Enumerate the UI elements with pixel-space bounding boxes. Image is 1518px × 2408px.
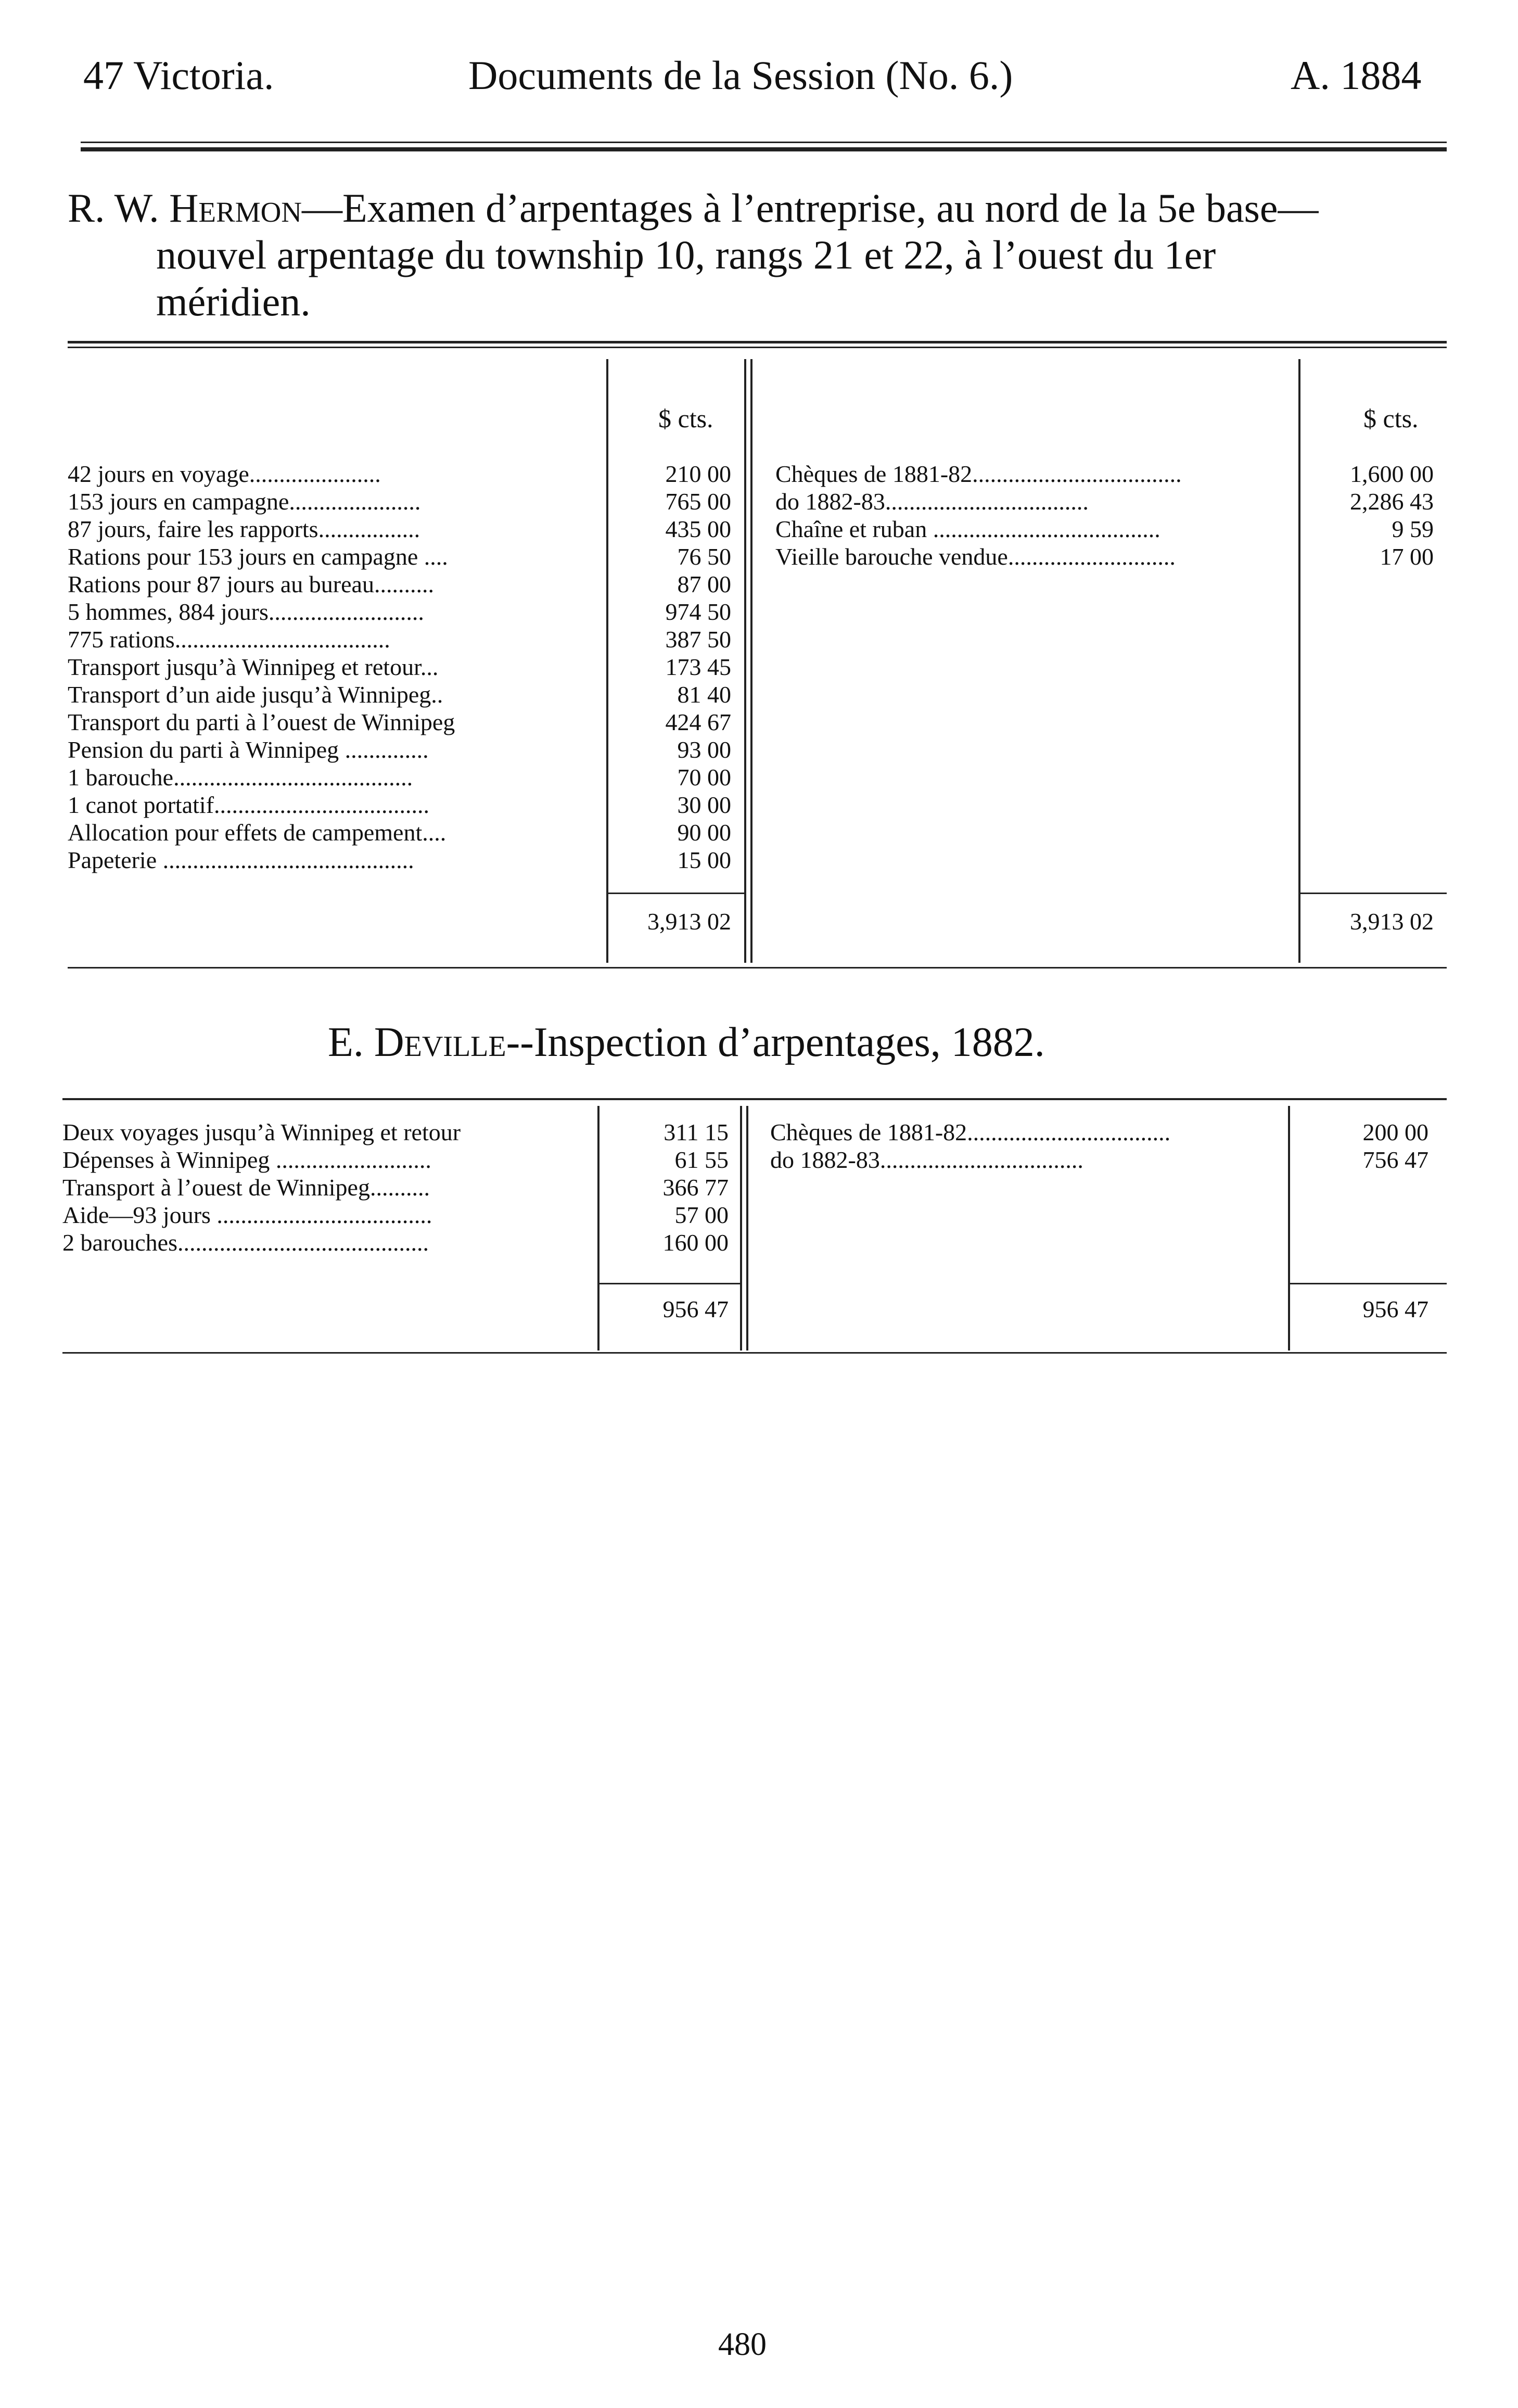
ledger-row-amount: 974 50 bbox=[665, 598, 731, 625]
ledger-row-label: 153 jours en campagne...................... bbox=[68, 488, 421, 515]
table2-vrule-b bbox=[740, 1106, 742, 1350]
table1-sum-rule-right bbox=[1298, 893, 1447, 894]
section2-left-total: 956 47 bbox=[662, 1296, 729, 1322]
ledger-row-amount: 200 00 bbox=[1362, 1119, 1428, 1145]
table1-vrule-d bbox=[1298, 359, 1300, 963]
ledger-row-label: 87 jours, faire les rapports................. bbox=[68, 516, 420, 542]
ledger-row-amount: 93 00 bbox=[677, 736, 731, 763]
ledger-row-amount: 311 15 bbox=[664, 1119, 729, 1145]
ledger-row-amount: 366 77 bbox=[662, 1174, 729, 1201]
ledger-row-label: Rations pour 87 jours au bureau.......... bbox=[68, 571, 434, 597]
ledger-row-label: Allocation pour effets de campement.... bbox=[68, 819, 447, 846]
ledger-row-amount: 9 59 bbox=[1392, 516, 1434, 542]
header-rule-thick bbox=[81, 147, 1447, 151]
cts-header-left: $ cts. bbox=[658, 404, 713, 433]
table2-vrule-d bbox=[1288, 1106, 1290, 1350]
ledger-row-label: Rations pour 153 jours en campagne .... bbox=[68, 543, 448, 570]
ledger-row-amount: 57 00 bbox=[674, 1202, 729, 1228]
ledger-row-label: Pension du parti à Winnipeg .............. bbox=[68, 736, 429, 763]
ledger-row-amount: 160 00 bbox=[662, 1229, 729, 1256]
ledger-row-amount: 61 55 bbox=[674, 1146, 729, 1173]
title-line1-rest: —Examen d’arpentages à l’entreprise, au nord de la 5e base— bbox=[302, 185, 1319, 231]
table1-bottom-rule bbox=[68, 967, 1447, 969]
ledger-row-label: Chèques de 1881-82.................................. bbox=[770, 1119, 1171, 1145]
ledger-row-label: Dépenses à Winnipeg .......................... bbox=[62, 1146, 431, 1173]
table2-sum-rule-right bbox=[1288, 1283, 1447, 1284]
ledger-row-label: Vieille barouche vendue............................ bbox=[775, 543, 1176, 570]
table1-vrule-c bbox=[750, 359, 752, 963]
ledger-row-amount: 90 00 bbox=[677, 819, 731, 846]
ledger-row-amount: 756 47 bbox=[1362, 1146, 1428, 1173]
header-center: Documents de la Session (No. 6.) bbox=[468, 53, 1013, 98]
table2-top-rule bbox=[62, 1098, 1447, 1100]
ledger-row-amount: 1,600 00 bbox=[1350, 461, 1434, 487]
ledger-row-amount: 17 00 bbox=[1380, 543, 1434, 570]
title-prefix: R. W. bbox=[68, 185, 170, 231]
ledger-row-amount: 2,286 43 bbox=[1350, 488, 1434, 515]
ledger-row-label: Transport jusqu’à Winnipeg et retour... bbox=[68, 654, 439, 680]
ledger-row-amount: 424 67 bbox=[665, 709, 731, 735]
table1-sum-rule-left bbox=[606, 893, 744, 894]
ledger-row-label: 775 rations.................................... bbox=[68, 626, 390, 653]
ledger-row-label: Transport du parti à l’ouest de Winnipeg bbox=[68, 709, 455, 735]
ledger-row-label: Aide—93 jours .................................... bbox=[62, 1202, 432, 1228]
ledger-row-label: Transport à l’ouest de Winnipeg.......... bbox=[62, 1174, 430, 1201]
table1-top-rule bbox=[68, 341, 1447, 343]
section1-right-total: 3,913 02 bbox=[1350, 908, 1434, 935]
ledger-row-amount: 387 50 bbox=[665, 626, 731, 653]
ledger-row-label: 1 barouche........................................ bbox=[68, 764, 413, 791]
page-number: 480 bbox=[718, 2327, 767, 2362]
section2-title-name: Deville bbox=[374, 1020, 506, 1065]
ledger-row-amount: 70 00 bbox=[677, 764, 731, 791]
title-line2: nouvel arpentage du township 10, rangs 21 et 22, à l’ouest du 1er bbox=[156, 232, 1216, 277]
table2-vrule-c bbox=[746, 1106, 748, 1350]
ledger-row-label: Papeterie .......................................... bbox=[68, 847, 414, 873]
ledger-row-label: do 1882-83.................................. bbox=[775, 488, 1089, 515]
table2-sum-rule-left bbox=[597, 1283, 740, 1284]
ledger-row-amount: 81 40 bbox=[677, 681, 731, 708]
ledger-row-label: 42 jours en voyage...................... bbox=[68, 461, 381, 487]
section1-left-total: 3,913 02 bbox=[647, 908, 731, 935]
ledger-row-amount: 30 00 bbox=[677, 792, 731, 818]
ledger-row-label: Chèques de 1881-82................................... bbox=[775, 461, 1182, 487]
table1-vrule-a bbox=[606, 359, 608, 963]
title-name: Hermon bbox=[169, 185, 302, 231]
section2-right-total: 956 47 bbox=[1362, 1296, 1428, 1322]
ledger-row-amount: 173 45 bbox=[665, 654, 731, 680]
section2-title-prefix: E. bbox=[328, 1020, 374, 1065]
ledger-row-label: Chaîne et ruban ...................................... bbox=[775, 516, 1160, 542]
section2-title bbox=[328, 1019, 1045, 1066]
ledger-row-label: 2 barouches.......................................... bbox=[62, 1229, 429, 1256]
ledger-row-amount: 76 50 bbox=[677, 543, 731, 570]
title-line3: méridien. bbox=[156, 279, 311, 324]
header-rule-thin bbox=[81, 142, 1447, 143]
header-left: 47 Victoria. bbox=[83, 53, 274, 98]
cts-header-right: $ cts. bbox=[1363, 404, 1419, 433]
ledger-row-amount: 210 00 bbox=[665, 461, 731, 487]
ledger-row-amount: 15 00 bbox=[677, 847, 731, 873]
ledger-row-amount: 435 00 bbox=[665, 516, 731, 542]
ledger-row-label: 5 hommes, 884 jours.......................... bbox=[68, 598, 424, 625]
table2-bottom-rule bbox=[62, 1352, 1447, 1354]
header-right: A. 1884 bbox=[1291, 53, 1422, 98]
ledger-row-amount: 87 00 bbox=[677, 571, 731, 597]
ledger-row-label: do 1882-83.................................. bbox=[770, 1146, 1083, 1173]
ledger-row-label: 1 canot portatif.................................... bbox=[68, 792, 430, 818]
ledger-row-label: Deux voyages jusqu’à Winnipeg et retour bbox=[62, 1119, 461, 1145]
table1-top-rule-2 bbox=[68, 347, 1447, 348]
table2-vrule-a bbox=[597, 1106, 599, 1350]
ledger-row-label: Transport d’un aide jusqu’à Winnipeg.. bbox=[68, 681, 443, 708]
section2-title-rest: --Inspection d’arpentages, 1882. bbox=[506, 1020, 1045, 1065]
ledger-row-amount: 765 00 bbox=[665, 488, 731, 515]
table1-vrule-b bbox=[744, 359, 746, 963]
